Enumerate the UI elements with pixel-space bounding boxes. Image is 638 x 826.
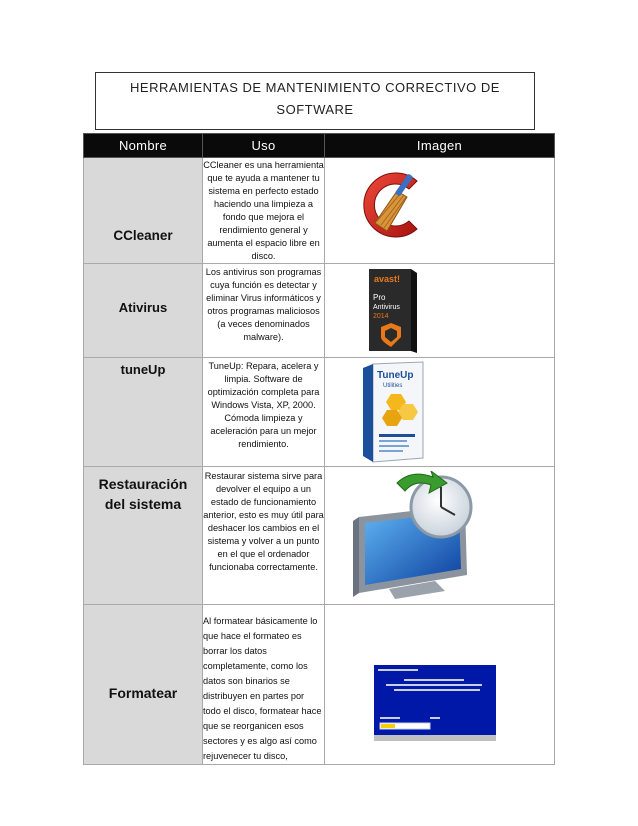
tool-image-cell xyxy=(325,158,555,264)
table-row xyxy=(84,605,555,765)
avast-brand-text: avast! xyxy=(374,274,401,284)
tool-name xyxy=(84,474,202,514)
tool-image-cell xyxy=(325,358,555,467)
tool-uso: Restaurar sistema sirve para devolver el equipo a un estado de funcionamiento anterior, esto es muy útil para deshacer los cambios en el sistema y volver a un punto en el que el ordenador funcionaba correctamente. xyxy=(203,467,325,605)
tool-image-cell xyxy=(325,605,555,765)
system-restore-icon xyxy=(335,471,495,601)
tool-name: Formatear xyxy=(108,685,178,701)
table-row xyxy=(84,358,555,467)
avast-product-line2: Antivirus xyxy=(373,304,400,311)
tool-name: Ativirus xyxy=(118,300,168,315)
tool-name-line-1: Restauración xyxy=(98,476,188,492)
tool-name-cell xyxy=(84,358,203,467)
tuneup-product-text: Utilities xyxy=(383,383,403,389)
format-screen-icon xyxy=(374,665,496,741)
tool-uso: TuneUp: Repara, acelera y limpia. Software de optimización completa para Windows Vista, XP, 2000. Cómoda limpieza y aceleración para un mejor rendimiento. xyxy=(203,358,325,467)
tuneup-utilities-box-icon xyxy=(361,360,427,464)
title-line-2: SOFTWARE xyxy=(276,102,354,117)
tool-uso: CCleaner es una herramienta que te ayuda a mantener tu sistema en perfecto estado haciendo una limpieza a fondo que mejora el rendimiento general y aumenta el espacio libre en disco. xyxy=(203,158,325,264)
tool-name: tuneUp xyxy=(120,362,166,377)
table-row xyxy=(84,467,555,605)
tool-name-line-2: del sistema xyxy=(104,496,182,512)
table-row xyxy=(84,264,555,358)
tool-uso: Los antivirus son programas cuya función es detectar y eliminar Virus informáticos y otros programas maliciosos (a veces denominados malware). xyxy=(203,264,325,358)
tool-uso: Al formatear básicamente lo que hace el formateo es borrar los datos completamente, como los datos son binarios se distribuyen en partes por todo el disco, formatear hace que se reorganicen esos sectores y es algo así como rejuvenecer tu disco, xyxy=(203,605,325,765)
header-nombre: Nombre xyxy=(84,134,203,158)
header-uso: Uso xyxy=(203,134,325,158)
tool-name-cell xyxy=(84,605,203,765)
tool-name-cell xyxy=(84,467,203,605)
tool-image-cell xyxy=(325,467,555,605)
tool-name-cell xyxy=(84,264,203,358)
ccleaner-logo-icon xyxy=(357,161,427,249)
document-title xyxy=(95,72,535,130)
avast-product-line1: Pro xyxy=(373,293,386,302)
table-row xyxy=(84,158,555,264)
header-imagen: Imagen xyxy=(325,134,555,158)
table-header-row xyxy=(84,134,555,158)
tool-image-cell xyxy=(325,264,555,358)
avast-antivirus-box-icon xyxy=(367,267,419,353)
tools-table xyxy=(83,133,555,765)
avast-year: 2014 xyxy=(373,313,389,320)
tuneup-brand-text: TuneUp xyxy=(377,370,414,381)
tool-name: CCleaner xyxy=(113,228,173,243)
title-line-1: HERRAMIENTAS DE MANTENIMIENTO CORRECTIVO DE xyxy=(130,80,500,95)
tool-name-cell xyxy=(84,158,203,264)
